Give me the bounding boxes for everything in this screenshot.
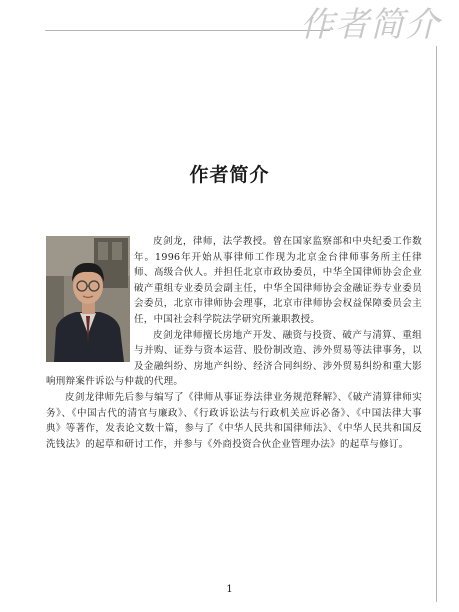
- running-header-title: 作者简介: [300, 5, 440, 45]
- bio-paragraph-3: 皮剑龙律师先后参与编写了《律师从事证券法律业务规范释解》、《破产清算律师实务》、《中国古代的清官与廉政》、《行政诉讼法与行政机关应诉必备》、《中国法律大事典》等著作，发表论文数十篇，参与了《中华人民共和国律师法》、《中华人民共和国反洗钱法》的起草和研讨工作，并参与《外商投资合伙企业管理办法》的起草与修订。: [46, 391, 422, 450]
- bio-paragraph-1: 皮剑龙，律师，法学教授。曾在国家监察部和中央纪委工作数年。1996年开始从事律师工作现为北京金台律师事务所主任律师、高级合伙人。并担任北京市政协委员，中华全国律师协会企业破产重组专业委员会副主任，中华全国律师协会金融证券专业委员会委员，北京市律师协会理事，北京市律师协会权益保障委员会主任，中国社会科学院法学研究所兼职教授。: [134, 236, 422, 325]
- photo-spacer: [46, 234, 134, 363]
- author-bio: [46, 234, 422, 452]
- bio-paragraph-2: 皮剑龙律师擅长房地产开发、融资与投资、破产与清算、重组与并购、证券与资本运营、股份制改造、涉外贸易等法律事务，以及金融纠纷、房地产纠纷、经济合同纠纷、涉外贸易纠纷和重大影响刑辩案件诉讼与仲裁的代理。: [46, 329, 422, 388]
- header-rule: [45, 30, 330, 31]
- side-rule: [436, 46, 437, 602]
- page-number: 1: [226, 584, 233, 595]
- page-title: 作者简介: [189, 164, 270, 186]
